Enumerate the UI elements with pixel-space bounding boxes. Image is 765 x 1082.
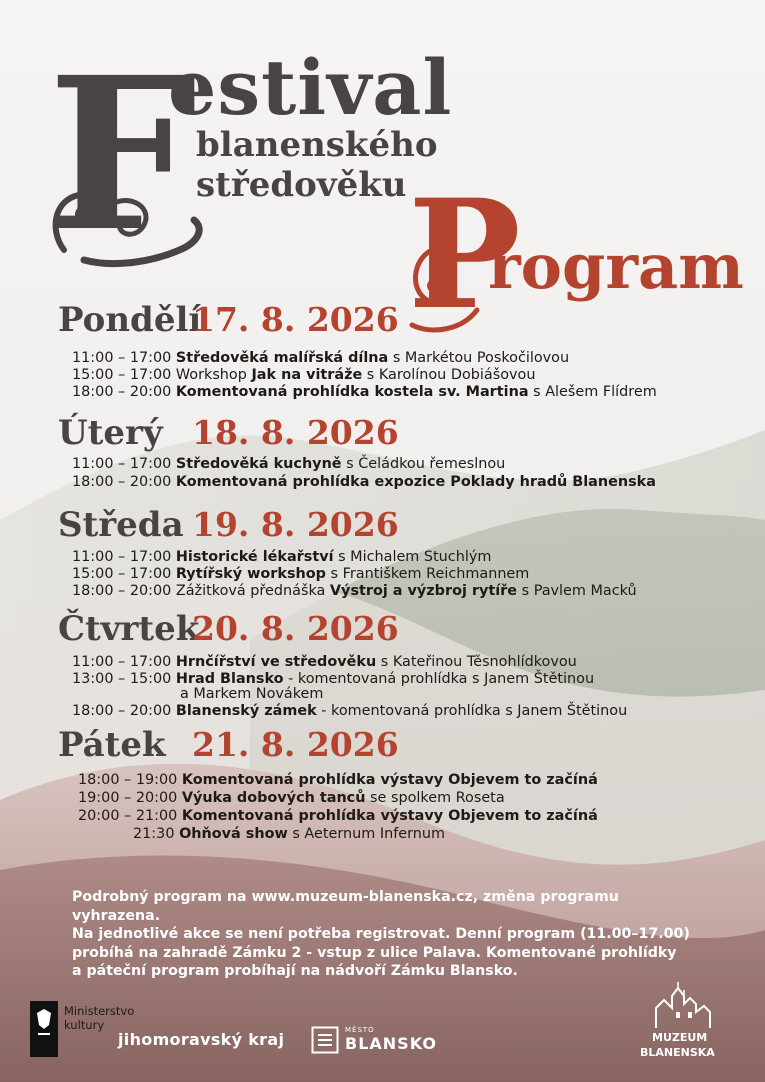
- title-initial-letter: F: [48, 31, 198, 278]
- event-time: 21:30: [133, 826, 175, 842]
- event-time: 11:00 – 17:00: [72, 654, 172, 670]
- footer-line: probíhá na zahradě Zámku 2 - vstup z ulice Palava. Komentované prohlídky: [72, 944, 677, 961]
- museum-logo-line2: BLANENSKA: [640, 1046, 715, 1059]
- event-detail: s Aeternum Infernum: [287, 826, 446, 842]
- event-detail: s Michalem Stuchlým: [333, 549, 492, 565]
- day-date: 18. 8. 2026: [192, 413, 399, 452]
- event-title: Blanenský zámek: [175, 703, 317, 719]
- ministry-line2: kultury: [64, 1018, 105, 1032]
- event-title: Hrnčířství ve středověku: [175, 654, 377, 670]
- festival-subtitle-line1: blanenského: [196, 125, 438, 165]
- event-detail: s Karolínou Dobiášovou: [362, 367, 536, 383]
- event-time: 18:00 – 20:00: [72, 474, 172, 490]
- event-time: 11:00 – 17:00: [72, 350, 172, 366]
- program-initial-letter: P: [408, 167, 521, 343]
- event-time: 18:00 – 20:00: [72, 703, 172, 719]
- footer-line: a páteční program probíhají na nádvoří Zámku Blansko.: [72, 963, 518, 979]
- event-title: Výstroj a výzbroj rytíře: [329, 583, 518, 599]
- event-time: 18:00 – 19:00: [78, 772, 178, 788]
- event-row: [78, 808, 598, 825]
- footer-line: Podrobný program na www.muzeum-blanenska.cz, změna programu vyhrazena.: [72, 889, 619, 924]
- event-title: Výuka dobových tanců: [181, 790, 366, 806]
- event-row: [72, 671, 594, 688]
- event-detail: s Markétou Poskočilovou: [388, 350, 570, 366]
- museum-logo-line1: MUZEUM: [652, 1031, 708, 1044]
- city-logo-small: MĚSTO: [345, 1026, 375, 1034]
- event-title: Historické lékařství: [175, 549, 334, 565]
- event-time: 18:00 – 20:00: [72, 384, 172, 400]
- day-date: 19. 8. 2026: [192, 505, 399, 544]
- festival-subtitle-line2: středověku: [196, 165, 407, 205]
- day-date: 17. 8. 2026: [192, 300, 399, 339]
- day-name: Středa: [58, 505, 184, 545]
- event-title: Jak na vitráže: [251, 367, 363, 383]
- event-title: Komentovaná prohlídka expozice Poklady hradů Blanenska: [175, 474, 656, 490]
- event-title: Ohňová show: [179, 826, 288, 842]
- event-prefix: Zážitková přednáška: [175, 583, 330, 599]
- ministry-emblem-icon: [30, 1001, 58, 1057]
- event-detail: s Alešem Flídrem: [528, 384, 657, 400]
- event-row: [133, 826, 445, 843]
- event-row: [72, 456, 505, 473]
- event-title: Hrad Blansko: [175, 671, 284, 687]
- region-logo: [118, 1030, 284, 1049]
- event-time: 18:00 – 20:00: [72, 583, 172, 599]
- ministry-logo-text: [64, 1004, 134, 1032]
- event-detail: s Pavlem Macků: [517, 583, 637, 599]
- event-detail: - komentovaná prohlídka s Janem Štětinou: [316, 703, 628, 719]
- event-row: [72, 350, 569, 367]
- event-row: [72, 703, 627, 720]
- event-row: [72, 549, 491, 566]
- event-title: Středověká kuchyně: [175, 456, 342, 472]
- event-time: 20:00 – 21:00: [78, 808, 178, 824]
- event-row: [78, 790, 505, 807]
- city-logo-icon: [311, 1026, 339, 1054]
- event-prefix: Workshop: [175, 367, 252, 383]
- event-detail: se spolkem Roseta: [365, 790, 505, 806]
- event-title: Středověká malířská dílna: [175, 350, 389, 366]
- event-time: 11:00 – 17:00: [72, 549, 172, 565]
- region-logo-part: jiho: [118, 1030, 153, 1049]
- event-row: [72, 474, 656, 491]
- event-title: Komentovaná prohlídka kostela sv. Martina: [175, 384, 529, 400]
- museum-castle-icon: [638, 982, 728, 1030]
- event-detail: s Čeládkou řemeslnou: [341, 456, 506, 472]
- program-title: rogram: [488, 230, 744, 303]
- day-name: Čtvrtek: [58, 609, 200, 649]
- event-row: [72, 367, 535, 384]
- event-time: 15:00 – 17:00: [72, 566, 172, 582]
- day-date: 21. 8. 2026: [192, 725, 399, 764]
- footer-info: [72, 888, 692, 981]
- region-logo-part: moravský: [152, 1030, 243, 1049]
- event-row: [72, 566, 529, 583]
- event-detail: s Františkem Reichmannem: [325, 566, 530, 582]
- event-detail: - komentovaná prohlídka s Janem Štětinou: [283, 671, 595, 687]
- event-row: [78, 772, 598, 789]
- event-time: 19:00 – 20:00: [78, 790, 178, 806]
- event-row: [72, 583, 637, 600]
- event-time: 15:00 – 17:00: [72, 367, 172, 383]
- event-detail: a Markem Novákem: [180, 686, 324, 702]
- event-title: Komentovaná prohlídka výstavy Objevem to začíná: [181, 772, 598, 788]
- day-name: Pátek: [58, 725, 166, 765]
- event-detail: s Kateřinou Těsnohlídkovou: [376, 654, 577, 670]
- ministry-line1: Ministerstvo: [64, 1004, 135, 1018]
- event-row: [72, 654, 577, 671]
- city-logo-name: BLANSKO: [345, 1034, 437, 1053]
- event-title: Rytířský workshop: [175, 566, 326, 582]
- event-time: 11:00 – 17:00: [72, 456, 172, 472]
- event-title: Komentovaná prohlídka výstavy Objevem to začíná: [181, 808, 598, 824]
- event-time: 13:00 – 15:00: [72, 671, 172, 687]
- festival-title: estival: [168, 43, 453, 132]
- day-name: Pondělí: [58, 300, 202, 340]
- event-row-continuation: [180, 686, 323, 703]
- event-row: [72, 384, 657, 401]
- day-name: Úterý: [58, 413, 163, 453]
- region-logo-part: kraj: [242, 1030, 285, 1049]
- day-date: 20. 8. 2026: [192, 609, 399, 648]
- footer-line: Na jednotlivé akce se není potřeba registrovat. Denní program (11.00–17.00): [72, 926, 690, 942]
